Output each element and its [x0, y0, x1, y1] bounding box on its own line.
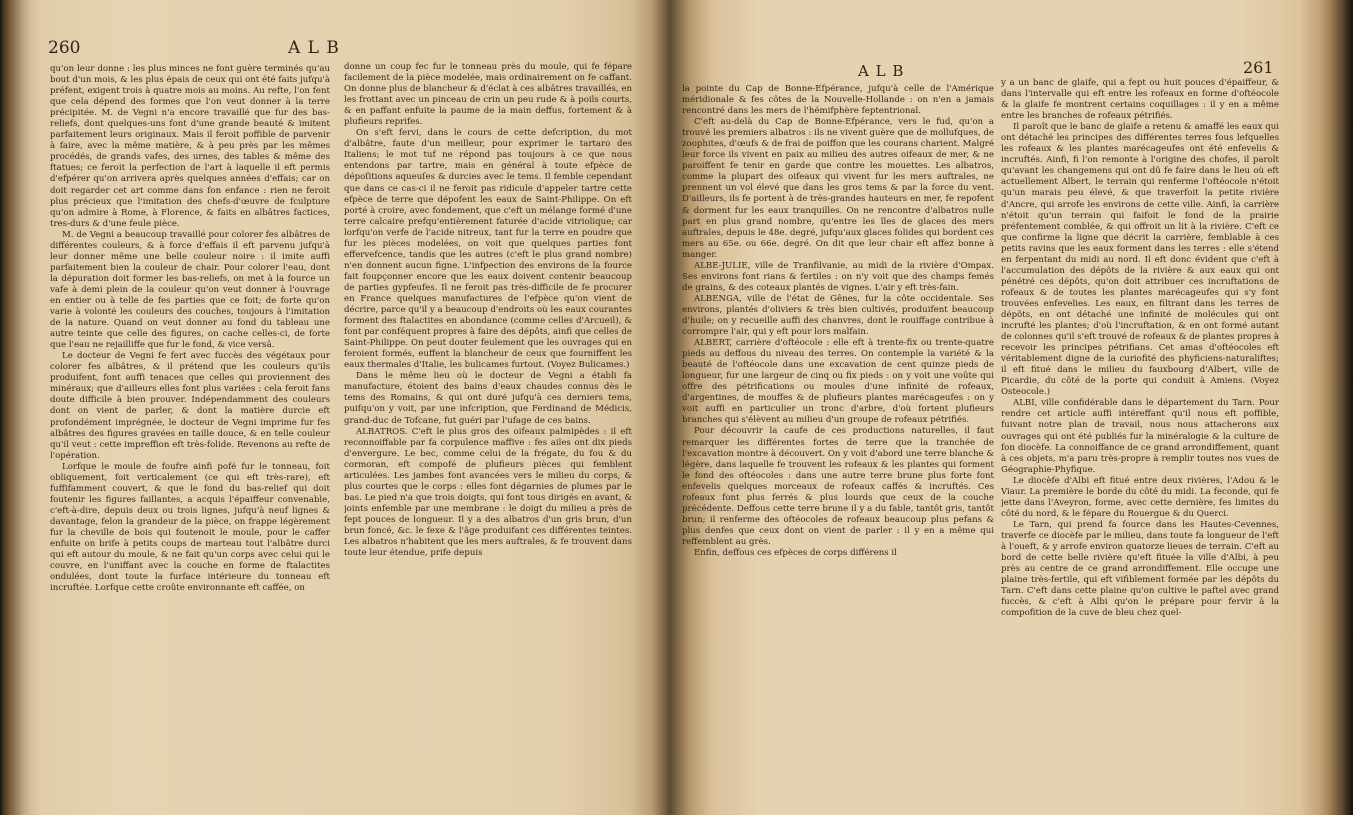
paragraph: qu'on leur donne : les plus minces ne font guère terminés qu'au bout d'un mois, & les plus épais de ceux qui ont été faits jufqu'à préfent, exigent trois à quatre mois au moins. Au refte, l'on fent que cela dépend des formes que l'on veut donner à la terre précipitée. M. de Vegni n'a encore travaillé que fur des bas-reliefs, dont quelques-uns font d'une grande beauté & imitent parfaitement leurs originaux. Mais il feroit poffible de parvenir à faire, avec la même matière, & à peu près par les mêmes procédés, de grands vafes, des urnes, des tables & même des ftatues; ce feroit la perfection de l'art à laquelle il eft permis d'efpérer qu'on arrivera après quelques années d'effais; car on doit regarder cet art comme dans fon enfance : rien ne feroit plus précieux que l'imitation des chefs-d'œuvre de fculpture qu'on admire à Rome, à Florence, & faits en albâtres factices, tres-durs & d'une feule pièce.: [50, 64, 330, 229]
paragraph: ALBERT, carrière d'oftéocole : elle eft à trente-fix ou trente-quatre pieds au deffous du niveau des terres. On contemple la variété & la beauté de l'oftéocole dans une excavation de cent quinze pieds de longueur, fur une largeur de cinq ou fix pieds : on y voit une voûte qui offre des pétrifications ou moules d'une infinité de rofeaux, d'argentines, de mouffes & de plufieurs plantes marécageufes : on y voit auffi en particulier un tronc d'arbre, d'où fortent plufieurs branches qui s'élèvent au milieu d'un groupe de rofeaux pétrifiés.: [682, 338, 994, 426]
paragraph: ALBE-JULIE, ville de Tranfilvanie, au midi de la rivière d'Ompax. Ses environs font rians & fertiles : on n'y voit que des champs femés de grains, & des coteaux plantés de vignes. L'air y eft très-fain.: [682, 260, 994, 293]
right-page-column-1: [682, 84, 994, 784]
paragraph: ALBI, ville confidérable dans le département du Tarn. Pour rendre cet article auffi intéreffant qu'il nous eft poffible, fuivant notre plan de travail, nous nous attacherons aux ouvrages qui ont été publiés fur la minéralogie & la culture de fon diocèfe. La connoiffance de ce grand arrondiffement, quant à ces objets, m'a paru très-propre à remplir toutes nos vues de Géographie-Phyfique.: [1001, 398, 1279, 475]
paragraph: Enfin, deffous ces efpèces de corps différens il: [694, 547, 897, 558]
page-number-right: 261: [1243, 58, 1274, 77]
paragraph: Le docteur de Vegni fe fert avec fuccès des végétaux pour colorer fes albâtres, & il prétend que les couleurs qu'ils produifent, font auffi tenaces que celles qui proviennent des minéraux; que d'ailleurs elles font plus variées : cela feroit fans doute difficile à bien prouver. Indépendamment des couleurs dont on vient de parler, & dont la matière durcie eft profondément imprégnée, le docteur de Vegni imprime fur fes albâtres des figures gravées en taille douce, & en telle couleur qu'il veut : cette impreffion eft très-folide. Revenons au refte de l'opération.: [50, 351, 330, 461]
paragraph: ALBATROS. C'eft le plus gros des oifeaux palmipèdes : il eft reconnoiffable par fa corpulence maffive : fes ailes ont dix pieds d'envergure. Le bec, comme celui de la frégate, du fou & du cormoran, eft compofé de plufieurs pièces qui femblent articulées. Les jambes font avancées vers le milieu du corps, & plus courtes que le corps : elles font dégarnies de plumes par le bas. Le pied n'a que trois doigts, qui font tous dirigés en avant, & joints enfemble par une membrane : le doigt du milieu a près de fept pouces de longueur. Il y a des albatros d'un gris brun, d'un brun foncé, &c. le fexe & l'âge produifant ces différentes teintes. Les albatros n'habitent que les mers auftrales, & fe trouvent dans toute leur étendue, prife depuis: [344, 426, 632, 559]
running-head-right: A L B: [858, 62, 905, 80]
paragraph: Il paroît que le banc de glaife a retenu & amaffé les eaux qui ont détaché les principes des différentes terres fous lefquelles les rofeaux & les plantes marécageufes ont été enfevelis & incruftés. Ainfi, fi l'on remonte à l'origine des chofes, il paroît qu'avant les changemens qui ont dû fe faire dans le lieu où eft actuellement Albert, le terrain qui renferme l'oftéocole n'étoit qu'un marais peu élevé, & que traverfoit la petite rivière d'Ancre, qui arrofe les environs de cette ville. Ainfi, la carrière n'étoit qu'un terrain qui faifoit le fond de la prairie préfentement comblée, & qui offroit un lit à la rivière. C'eft ce que confirme la ligne que décrit la carrière, femblable à ces petits ravins que les eaux forment dans les terres : elle s'étend en ferpentant du midi au nord. Il eft donc évident que c'eft à l'accumulation des dépôts de la rivière & aux eaux qui ont pénétré ces dépôts, qu'on doit attribuer ces incruftations de rofeaux & de toutes les plantes marécageufes qui s'y font trouvées enfevelies. Les eaux, en filtrant dans les terres de dépôts, en ont détaché une infinité de molécules qui ont incrufté les plantes; d'où l'incruftation, & en ont formé autant de colonnes qu'il s'eft trouvé de rofeaux & de plantes propres à recevoir les principes pétrifians. Cet amas d'oftéocoles eft véritablement digne de la curiofité des phyficiens-naturaliftes; il eft fitué dans le milieu du fauxbourg d'Albert, ville de Picardie, du côté de la porte qui conduit à Amiens. (Voyez Osteocole.): [1001, 122, 1279, 398]
paragraph: On s'eft fervi, dans le cours de cette defcription, du mot d'albâtre, faute d'un meilleur, pour exprimer le tartaro des Italiens; le mot tuf ne répond pas toujours à ce que nous entendons par tartre, mais en général à toute efpèce de dépoſitions aqueuſes & durcies avec le tems. Il femble cependant que dans ce cas-ci il ne feroit pas ridicule d'appeler tartre cette efpèce de terre que dépofent les eaux de Saint-Philippe. On eft porté à croire, avec fondement, que c'eft un mélange formé d'une terre calcaire prefqu'entièrement faturée d'acide vitriolique; car lorfqu'on verfe de l'acide nitreux, tant fur la terre en poudre que fur les pièces modelées, on voit que quelques parties font effervefcence, tandis que les autres (c'eft le plus grand nombre) n'en donnent aucun figne. L'infpection des environs de la fource fait foupçonner encore que les eaux doivent contenir beaucoup de parties gypfeufes. Il ne feroit pas très-difficile de fe procurer en France quelques manufactures de l'efpèce qu'on vient de décrire, parce qu'il y a beaucoup d'endroits où les eaux courantes forment des ftalactites en abondance (comme celles d'Arcueil), & font par conféquent propres à faire des dépôts, ainfi que celles de Saint-Philippe. On peut douter feulement que les ouvrages qui en feroient formés, euffent la blancheur de ceux que fourniffent les eaux thermales d'Italie, les bulicames furtout. (Voyez Bulicames.): [344, 128, 632, 371]
paragraph: y a un banc de glaife, qui a fept ou huit pouces d'épaiffeur, & dans l'intervalle qui eft entre les rofeaux en forme d'oftéocole & la glaife fe montrent certains coquillages : il y en a même entre les branches de rofeaux pétrifiés.: [1001, 78, 1279, 122]
right-page: [676, 0, 1353, 815]
paragraph: Le diocèfe d'Albi eft fitué entre deux rivières, l'Adou & le Viaur. La première le borde du côté du midi. La feconde, qui fe jette dans l'Aveyron, forme, avec cette dernière, fes limites du côté du nord, & le fépare du Rouergue & du Querci.: [1001, 475, 1279, 519]
paragraph: la pointe du Cap de Bonne-Efpérance, jufqu'à celle de l'Amérique méridionale & fes côtes de la Nouvelle-Hollande : on n'en a jamais rencontré dans les mers de l'hémifphère feptentrional.: [682, 84, 994, 117]
left-page-column-2: [344, 62, 632, 769]
left-page-column-1: [50, 64, 330, 764]
page-number-left: 260: [48, 38, 81, 58]
paragraph: Lorfque le moule de foufre ainfi pofé fur le tonneau, foit obliquement, foit verticalement (ce qui eft très-rare), eft fuffifamment couvert, & que le fond du bas-relief qui doit foutenir les figures faillantes, a acquis l'épaiffeur convenable, c'eft-à-dire, depuis deux ou trois lignes, jufqu'à neuf lignes & davantage, felon la grandeur de la pièce, on frappe légèrement fur la cheville de bois qui foutenoit le moule, pour le caffer enfuite on brife à petits coups de marteau tout l'albâtre durci qui eft autour du moule, & ne fait qu'un corps avec celui qui le couvre, en l'uniffant avec la couche en forme de ftalactites ondulées, dont toute la furface intérieure du tonneau eft incruftée. Lorfque cette croûte environnante eft caffée, on: [50, 461, 330, 594]
paragraph: Le Tarn, qui prend fa fource dans les Hautes-Cevennes, traverfe ce diocèfe par le milieu, dans toute fa longueur de l'eft à l'oueft, & y arrofe environ quatorze lieues de terrain. C'eft au bord de cette belle rivière qu'eft fituée la ville d'Albi, à peu près au centre de ce grand arrondiffement. Elle occupe une plaine très-fertile, qui eft vifiblement formée par les dépôts du Tarn. C'eft dans cette plaine qu'on cultive le paftel avec grand fuccès, & c'eft à Albi qu'on le prépare pour fervir à la compofition de la cuve de bleu chez quel-: [1001, 519, 1279, 619]
paragraph: donne un coup fec fur le tonneau près du moule, qui fe fépare facilement de la pièce modelée, mais ordinairement on fe caffant. On donne plus de blancheur & d'éclat à ces albâtres travaillés, en les frottant avec un pinceau de crin un peu rude & à poils courts, & en paffant enfuite la paume de la main deffus, fortement & à plufieurs reprifes.: [344, 62, 632, 128]
right-page-column-2: [1001, 78, 1279, 786]
running-head-left: A L B: [288, 38, 340, 58]
paragraph: C'eft au-delà du Cap de Bonne-Efpérance, vers le fud, qu'on a trouvé les premiers albatros : ils ne vivent guère que de mollufques, de zoophites, d'œufs & de frai de poiffon que les courans charient. Malgré leur force ils vivent en paix au milieu des autres oifeaux de mer, & ne paroiffent fe tenir en garde que contre les mouettes. Les albatros, comme la plupart des oifeaux qui vivent fur les mers auftrales, ne prennent un vol élevé que dans les gros tems & par la force du vent. D'ailleurs, ils fe portent à de très-grandes hauteurs en mer, fe repofent & dorment fur les eaux tranquilles. On ne rencontre d'albatros nulle part en plus grand nombre, qu'entre les îles de glaces des mers auftrales, depuis le 48e. degré, jufqu'aux glaces folides qui bordent ces mers au 65e. ou 66e. degré. On dit que leur chair eft affez bonne à manger.: [682, 117, 994, 260]
left-page: [0, 0, 670, 815]
paragraph: ALBENGA, ville de l'état de Gênes, fur la côte occidentale. Ses environs, plantés d'oliviers & très bien cultivés, produifent beaucoup d'huile; on y recueille auffi des chanvres, dont le rouiffage contribue à corrompre l'air, qui y eft pour lors malfain.: [682, 293, 994, 338]
paragraph: Pour découvrir la caufe de ces productions naturelles, il faut remarquer les différentes fortes de terre que la tranchée de l'excavation montre à découvert. On y voit d'abord une terre blanche & légère, dans laquelle fe trouvent les rofeaux & les plantes qui forment le fond des oftéocoles : dans une autre terre brune plus forte font enfevelis quelques morceaux de rofeaux caffés & incruftés. Ces rofeaux font plus ferrés & plus lourds que ceux de la couche précédente. Deffous cette terre brune il y a du fable, tantôt gris, tantôt brun; il renferme des oftéocoles de rofeaux beaucoup plus pefans & plus denfes que ceux dont on vient de parler : il y en a même qui reffemblent au grès.: [682, 426, 994, 547]
paragraph: M. de Vegni a beaucoup travaillé pour colorer fes albâtres de différentes couleurs, & à force d'effais il eft parvenu jufqu'à leur donner même une belle couleur noire : il imite auffi parfaitement bien la couleur de chair. Pour colorer l'eau, dont la dépuration doit former les bas-reliefs, on met à la fource un vafe à demi plein de la couleur qu'on veut donner à l'ouvrage en entier ou à telle de fes parties que ce foit; de forte qu'on varie à volonté les couleurs des couches, toujours à l'imitation de la nature. Quand on veut donner au fond du tableau une autre teinte que celle des figures, on cache celles-ci, de forte que l'eau ne rejailliffe que fur le fond, & vice versâ.: [50, 229, 330, 351]
paragraph: Dans le même lieu où le docteur de Vegni a établi fa manufacture, étoient des bains d'eaux chaudes connus dès le tems des Romains, & qui ont duré jufqu'à ces derniers tems, puifqu'on y voit, par une infcription, que Ferdinand de Médicis, grand-duc de Tofcane, fut guéri par l'ufage de ces bains.: [344, 371, 632, 426]
